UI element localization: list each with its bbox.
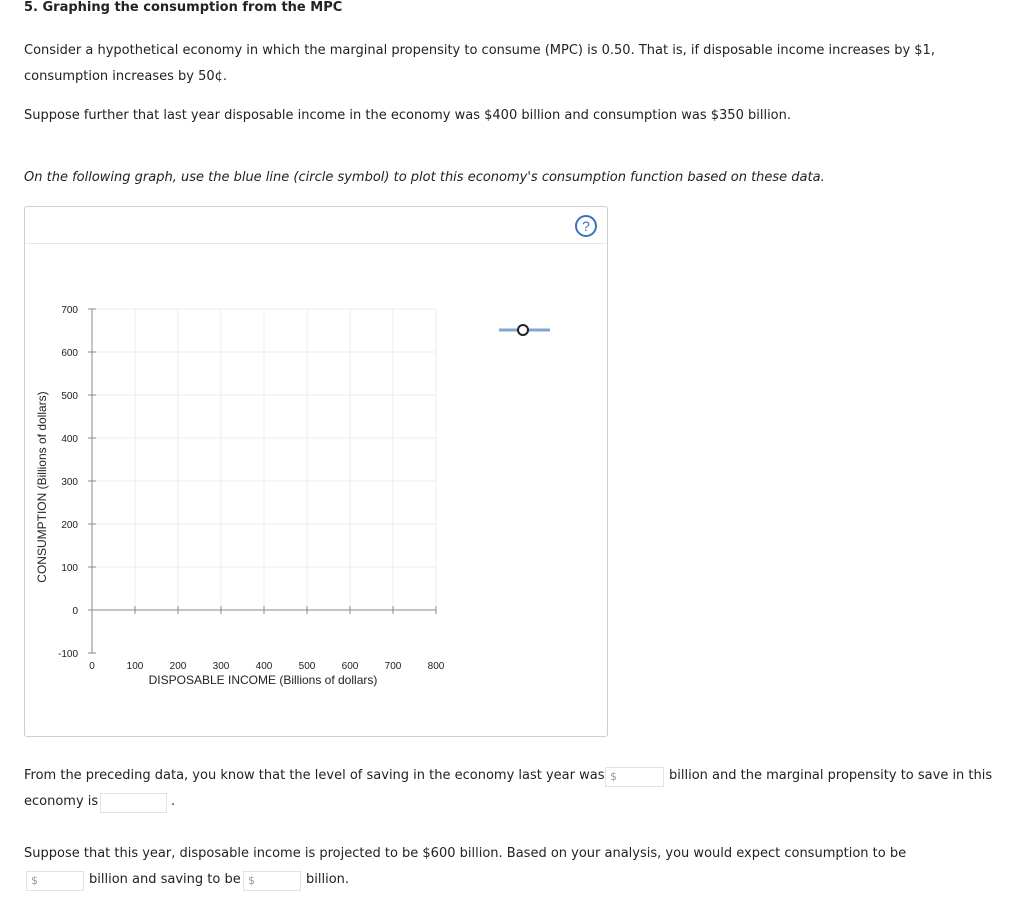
graph-ticks xyxy=(58,305,445,672)
y-tick-label: -100 xyxy=(57,649,78,660)
consumption-line-tool[interactable] xyxy=(499,325,550,335)
dollar-prefix: $ xyxy=(610,770,617,783)
assumption-text: Suppose further that last year disposable income in the economy was $400 billion and consumption was $350 billion. xyxy=(24,108,792,123)
mps-field[interactable] xyxy=(105,794,166,812)
problem-title: 5. Graphing the consumption from the MPC xyxy=(24,0,343,15)
intro-line-1: Consider a hypothetical economy in which the marginal propensity to consume (MPC) is 0.50. That is, if disposable income increases by $1, xyxy=(24,43,935,58)
mps-question-text-2: economy is xyxy=(24,794,99,809)
x-tick-label: 300 xyxy=(212,661,230,672)
projected-saving-input[interactable] xyxy=(243,871,301,891)
x-tick-label: 200 xyxy=(169,661,187,672)
saving-last-year-field[interactable] xyxy=(620,768,663,786)
x-tick-label: 600 xyxy=(341,661,359,672)
projected-saving-text: billion and saving to be xyxy=(89,872,241,887)
dollar-prefix: $ xyxy=(248,874,255,887)
x-tick-label: 700 xyxy=(384,661,402,672)
x-tick-label: 0 xyxy=(89,661,95,672)
circle-marker-icon[interactable] xyxy=(518,325,528,335)
y-tick-label: 200 xyxy=(61,520,78,531)
graph-grid xyxy=(92,309,436,610)
y-tick-label: 300 xyxy=(61,477,78,488)
saving-last-year-input[interactable] xyxy=(605,767,664,787)
y-tick-label: 500 xyxy=(61,391,78,402)
mps-question-text: billion and the marginal propensity to save in this xyxy=(669,768,993,783)
x-axis-label: DISPOSABLE INCOME (Billions of dollars) xyxy=(148,673,378,687)
x-tick-label: 400 xyxy=(255,661,273,672)
y-tick-label: 100 xyxy=(61,563,78,574)
y-tick-label: 600 xyxy=(61,348,78,359)
billion-end-text: billion. xyxy=(306,872,350,887)
projection-question-text: Suppose that this year, disposable income is projected to be $600 billion. Based on your analysis, you would expect consumption to be xyxy=(24,846,907,861)
consumption-graph xyxy=(25,207,609,738)
y-tick-label: 0 xyxy=(72,606,78,617)
y-axis-label: CONSUMPTION (Billions of dollars) xyxy=(35,391,49,583)
x-tick-label: 100 xyxy=(126,661,144,672)
x-tick-label: 500 xyxy=(298,661,316,672)
projected-consumption-field[interactable] xyxy=(41,872,83,890)
help-icon[interactable]: ? xyxy=(575,215,597,237)
saving-question-text: From the preceding data, you know that the level of saving in the economy last year was xyxy=(24,768,605,783)
mps-input[interactable] xyxy=(100,793,167,813)
intro-line-2: consumption increases by 50¢. xyxy=(24,69,228,84)
graph-instruction: On the following graph, use the blue line (circle symbol) to plot this economy's consumption function based on these data. xyxy=(24,170,825,185)
graph-panel xyxy=(24,206,608,737)
y-tick-label: 700 xyxy=(61,305,78,316)
x-tick-label: 800 xyxy=(427,661,445,672)
dollar-prefix: $ xyxy=(31,874,38,887)
mps-period: . xyxy=(171,794,176,809)
y-tick-label: 400 xyxy=(61,434,78,445)
projected-saving-field[interactable] xyxy=(258,872,300,890)
projected-consumption-input[interactable] xyxy=(26,871,84,891)
